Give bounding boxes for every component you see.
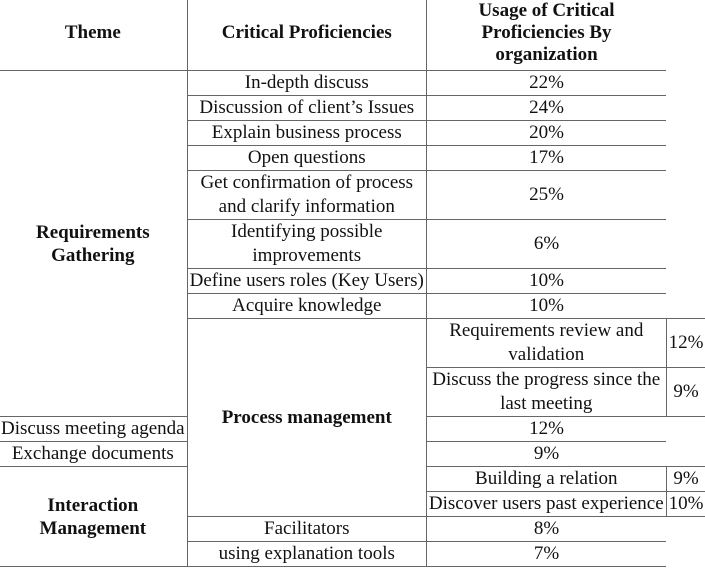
usage-cell: 8% bbox=[426, 517, 666, 542]
usage-cell: 6% bbox=[426, 220, 666, 269]
proficiency-cell: Discover users past experience bbox=[426, 492, 666, 517]
header-theme: Theme bbox=[0, 0, 187, 71]
header-proficiencies: Critical Proficiencies bbox=[187, 0, 426, 71]
proficiency-cell: Discuss meeting agenda bbox=[0, 417, 187, 442]
usage-cell: 24% bbox=[426, 96, 666, 121]
theme-cell-requirements: Requirements Gathering bbox=[0, 71, 187, 417]
proficiency-cell: In-depth discuss bbox=[187, 71, 426, 96]
theme-cell-interaction: Interaction Management bbox=[0, 467, 187, 567]
usage-cell: 9% bbox=[426, 442, 666, 467]
usage-cell: 10% bbox=[426, 294, 666, 319]
proficiency-cell: Identifying possible improvements bbox=[187, 220, 426, 269]
proficiency-cell: Explain business process bbox=[187, 121, 426, 146]
proficiency-cell: Exchange documents bbox=[0, 442, 187, 467]
table-row bbox=[0, 71, 705, 96]
proficiency-cell: Open questions bbox=[187, 146, 426, 171]
proficiency-cell: Building a relation bbox=[426, 467, 666, 492]
proficiency-cell: Discuss the progress since the last meeting bbox=[426, 368, 666, 417]
proficiency-cell: Facilitators bbox=[187, 517, 426, 542]
proficiency-cell: Acquire knowledge bbox=[187, 294, 426, 319]
theme-cell-process: Process management bbox=[187, 319, 426, 517]
proficiency-cell: Discussion of client’s Issues bbox=[187, 96, 426, 121]
proficiency-cell: Requirements review and validation bbox=[426, 319, 666, 368]
usage-cell: 12% bbox=[666, 319, 705, 368]
proficiency-cell: using explanation tools bbox=[187, 542, 426, 567]
usage-cell: 9% bbox=[666, 467, 705, 492]
usage-cell: 20% bbox=[426, 121, 666, 146]
usage-cell: 22% bbox=[426, 71, 666, 96]
usage-cell: 17% bbox=[426, 146, 666, 171]
proficiency-cell: Get confirmation of process and clarify information bbox=[187, 171, 426, 220]
usage-cell: 10% bbox=[666, 492, 705, 517]
proficiency-cell: Define users roles (Key Users) bbox=[187, 269, 426, 294]
header-row bbox=[0, 0, 705, 71]
usage-cell: 7% bbox=[426, 542, 666, 567]
usage-cell: 12% bbox=[426, 417, 666, 442]
usage-cell: 9% bbox=[666, 368, 705, 417]
usage-cell: 25% bbox=[426, 171, 666, 220]
header-usage: Usage of Critical Proficiencies By organization bbox=[426, 0, 666, 71]
usage-cell: 10% bbox=[426, 269, 666, 294]
